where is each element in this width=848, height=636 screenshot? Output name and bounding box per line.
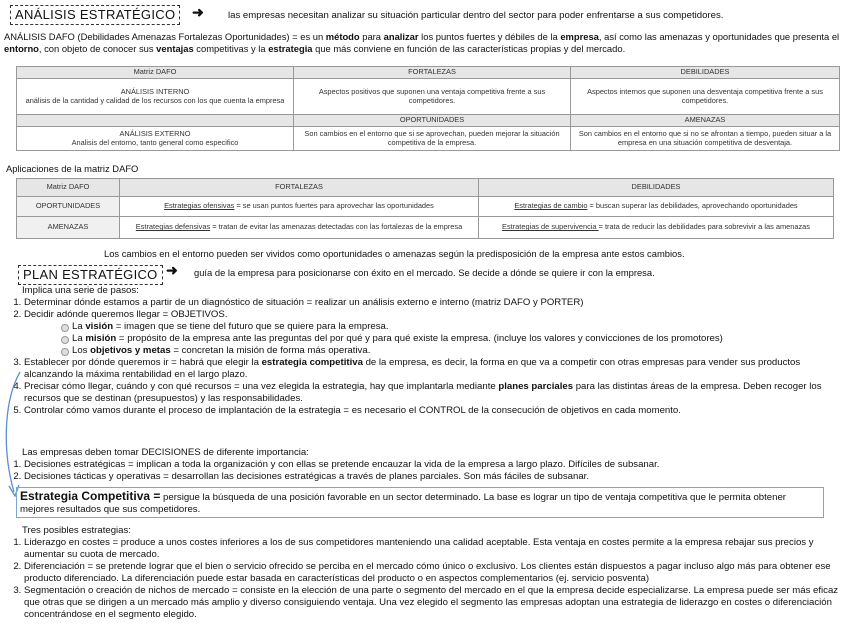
estrategias-ofensivas-term: Estrategias ofensivas (164, 201, 235, 211)
table2-estrategias-cambio (479, 197, 834, 217)
plan-step-4 (24, 381, 842, 405)
estrategias-defensivas-term: Estrategias defensivas (135, 222, 211, 232)
bullet-objetivos-bold: objetivos y metas (90, 344, 171, 356)
section-title-plan (18, 265, 163, 285)
table1-empty-cell (17, 115, 294, 127)
bullet-objetivos-pre: Los (72, 344, 91, 356)
analisis-interno-title: ANÁLISIS INTERNO (120, 86, 190, 96)
cambios-note: Los cambios en el entorno pueden ser vividos como oportunidades o amenazas según la predisposición de la empresa ante estos cambios. (104, 248, 685, 259)
bullet-vision-bold: visión (85, 320, 114, 332)
plan-step-2 (24, 309, 842, 357)
plan-step-4-bold: planes parciales (498, 380, 574, 392)
aplicaciones-label: Aplicaciones de la matriz DAFO (6, 163, 139, 174)
section-title-text: PLAN ESTRATÉGICO (23, 267, 158, 282)
table1-header-amenazas: AMENAZAS (571, 115, 840, 127)
objetivos-bullets (24, 321, 842, 357)
plan-step-4-post: para las distintas áreas de la empresa. Deben recoger los recursos que se destinan (presupuestos) y las responsabilidades. (24, 380, 822, 404)
table1-header-matriz: Matriz DAFO (17, 67, 294, 79)
table2-header-matriz: Matriz DAFO (17, 179, 120, 197)
table1-fortalezas-desc: Aspectos positivos que suponen una ventaja competitiva frente a sus competidores. (294, 79, 571, 115)
posibles-estrategias-block (22, 525, 840, 621)
posibles-list (10, 537, 840, 621)
estrategia-diferenciacion: 2. Diferenciación = se pretende lograr que el bien o servicio ofrecido se perciba en el mercado cómo único o exclusivo. Los clientes están dispuestos a pagar incluso algo más para obtener ese producto diferenciado. La diferenciación puede estar basada en características del producto o en aspectos complementarios (ej. servicio posventa) (24, 561, 840, 585)
intro-bold-metodo: método (325, 31, 360, 42)
analisis-externo-desc: Analisis del entorno, tanto general como especifico (71, 137, 239, 147)
estrategia-segmentacion: 3. Segmentación o creación de nichos de mercado = consiste en la elección de una parte o segmento del mercado en el que la empresa decide especializarse. La empresa puede ser más eficaz que otras que se dirigen a un mercado más amplio y diverso consiguiendo ventaja. Una vez elegido el segmento las empresas adoptan una estrategia de liderazgo en costes o diferenciación concentrándose en el segmento elegido. (24, 585, 840, 621)
section-title-text: ANÁLISIS ESTRATÉGICO (15, 7, 176, 22)
dafo-aplicaciones-table (16, 178, 834, 239)
estrategias-ofensivas-desc: = se usan puntos fuertes para aprovechar las oportunidades (234, 201, 434, 211)
table1-analisis-externo (17, 127, 294, 151)
bullet-objetivos-post: = concretan la misión de forma más operativa. (170, 344, 371, 356)
intro-bold-empresa: empresa (560, 31, 599, 42)
decisiones-intro: Las empresas deben tomar DECISIONES de diferente importancia: (22, 447, 309, 458)
table1-header-debilidades: DEBILIDADES (571, 67, 840, 79)
bullet-objetivos (72, 345, 842, 357)
intro-text-6: competitivas y la (193, 42, 269, 54)
analisis-arrow-text: las empresas necesitan analizar su situación particular dentro del sector para poder enfrentarse a sus competidores. (228, 10, 724, 21)
section-title-analisis (10, 5, 180, 25)
estrategias-defensivas-desc: = tratan de evitar las amenazas detectadas con las fortalezas de la empresa (210, 222, 463, 232)
intro-text-3: los puntos fuertes y débiles de la (418, 31, 561, 42)
intro-bold-ventajas: ventajas (156, 42, 194, 54)
intro-text-2: para (359, 31, 384, 42)
intro-text-7: que más conviene en función de las características propias y del mercado. (312, 42, 626, 54)
plan-step-3-post: de la empresa, es decir, la forma en que va a competir con otras empresas para vender sus productos alcanzando la máxima rentabilidad en el largo plazo. (24, 356, 801, 380)
table2-estrategias-supervivencia (479, 217, 834, 239)
estrategias-supervivencia-term: Estrategias de supervivencia (502, 222, 599, 232)
estrategia-liderazgo: 1. Liderazgo en costes = produce a unos costes inferiores a los de sus competidores manteniendo una calidad aceptable. Esta ventaja en costes permite a la empresa rebajar sus precios y aumentar su cuota de mercado. (24, 537, 840, 561)
implica-label: Implica una serie de pasos: (22, 285, 139, 296)
table1-amenazas-desc: Son cambios en el entorno que si no se afrontan a tiempo, pueden situar a la empresa en una situación competitiva de desventaja. (571, 127, 840, 151)
intro-text-4: , así como las amenazas y oportunidades que presenta el (598, 31, 840, 42)
plan-step-2-text: Decidir adónde queremos llegar = OBJETIVOS. (24, 308, 228, 320)
table1-header-fortalezas: FORTALEZAS (294, 67, 571, 79)
intro-bold-estrategia: estrategia (268, 42, 313, 54)
intro-text-5: , con objeto de conocer sus (38, 42, 157, 54)
plan-arrow-text: guía de la empresa para posicionarse con éxito en el mercado. Se decide a dónde se quiere ir con la empresa. (194, 267, 655, 278)
intro-bold-analizar: analizar (383, 31, 419, 42)
table1-debilidades-desc: Aspectos internos que suponen una desventaja competitiva frente a sus competidores. (571, 79, 840, 115)
estrategia-competitiva-title: Estrategia Competitiva = (20, 489, 161, 503)
arrow-right-icon: ➜ (192, 4, 204, 20)
estrategias-cambio-desc: = buscan superar las debilidades, aprovechando oportunidades (587, 201, 798, 211)
plan-step-3-bold: estrategia competitiva (261, 356, 363, 368)
plan-step-1: 1. Determinar dónde estamos a partir de un diagnóstico de situación = realizar un análisis externo e interno (matriz DAFO y PORTER) (24, 297, 842, 309)
estrategias-supervivencia-desc: = trata de reducir las debilidades para sobrevivir a las amenazas (598, 222, 810, 232)
bullet-mision-post: = propósito de la empresa ante las preguntas del por qué y para qué existe la empresa. (incluye los valores y convicciones de los promotores) (116, 332, 723, 344)
plan-step-3 (24, 357, 842, 381)
estrategias-cambio-term: Estrategias de cambio (514, 201, 588, 211)
analisis-externo-title: ANÁLISIS EXTERNO (119, 128, 191, 138)
decision-estrategicas: 1. Decisiones estratégicas = implican a toda la organización y con ellas se pretende encauzar la vida de la empresa a largo plazo. Difíciles de subsanar. (24, 459, 842, 471)
dafo-intro-paragraph (4, 31, 846, 55)
analisis-interno-desc: análisis de la cantidad y calidad de los recursos con los que cuenta la empresa (25, 95, 285, 105)
intro-text-1: ANÁLISIS DAFO (Debilidades Amenazas Fortalezas Oportunidades) = es un (4, 31, 326, 42)
table2-estrategias-defensivas (120, 217, 479, 239)
posibles-intro: Tres posibles estrategias: (22, 525, 131, 536)
estrategia-competitiva-box (16, 487, 824, 518)
table2-header-fortalezas: FORTALEZAS (120, 179, 479, 197)
decision-tacticas: 2. Decisiones tácticas y operativas = desarrollan las decisiones estratégicas a través de planes parciales. Son más fáciles de subsanar. (24, 471, 842, 483)
bullet-vision (72, 321, 842, 333)
plan-step-3-pre: Establecer por dónde queremos ir = habrá que elegir la (24, 356, 262, 368)
decisiones-list (10, 459, 842, 483)
table2-row-amenazas: AMENAZAS (17, 217, 120, 239)
bullet-vision-post: = imagen que se tiene del futuro que se quiere para la empresa. (113, 320, 389, 332)
bullet-vision-pre: La (72, 320, 86, 332)
bullet-mision (72, 333, 842, 345)
bullet-mision-pre: La (72, 332, 86, 344)
table1-header-oportunidades: OPORTUNIDADES (294, 115, 571, 127)
table1-analisis-interno (17, 79, 294, 115)
table2-row-oportunidades: OPORTUNIDADES (17, 197, 120, 217)
arrow-right-icon: ➜ (166, 262, 178, 278)
table1-oportunidades-desc: Son cambios en el entorno que si se aprovechan, pueden mejorar la situación competitiva de la empresa. (294, 127, 571, 151)
table2-header-debilidades: DEBILIDADES (479, 179, 834, 197)
decisiones-block (22, 447, 842, 483)
dafo-matrix-table (16, 66, 840, 151)
table2-estrategias-ofensivas (120, 197, 479, 217)
estrategia-competitiva-text: persigue la búsqueda de una posición favorable en un sector determinado. La base es lograr un tipo de ventaja competitiva que le permita obtener mejores resultados que sus competidores. (20, 492, 786, 515)
plan-step-5: 5. Controlar cómo vamos durante el proceso de implantación de la estrategia = es necesario el CONTROL de la consecución de objetivos en cada momento. (24, 405, 842, 417)
bullet-mision-bold: misión (85, 332, 117, 344)
plan-steps-block (22, 285, 842, 417)
plan-steps-list (10, 297, 842, 417)
plan-step-4-pre: Precisar cómo llegar, cuándo y con qué recursos = una vez elegida la estrategia, hay que implantarla mediante (24, 380, 499, 392)
intro-bold-entorno: entorno (4, 42, 39, 54)
